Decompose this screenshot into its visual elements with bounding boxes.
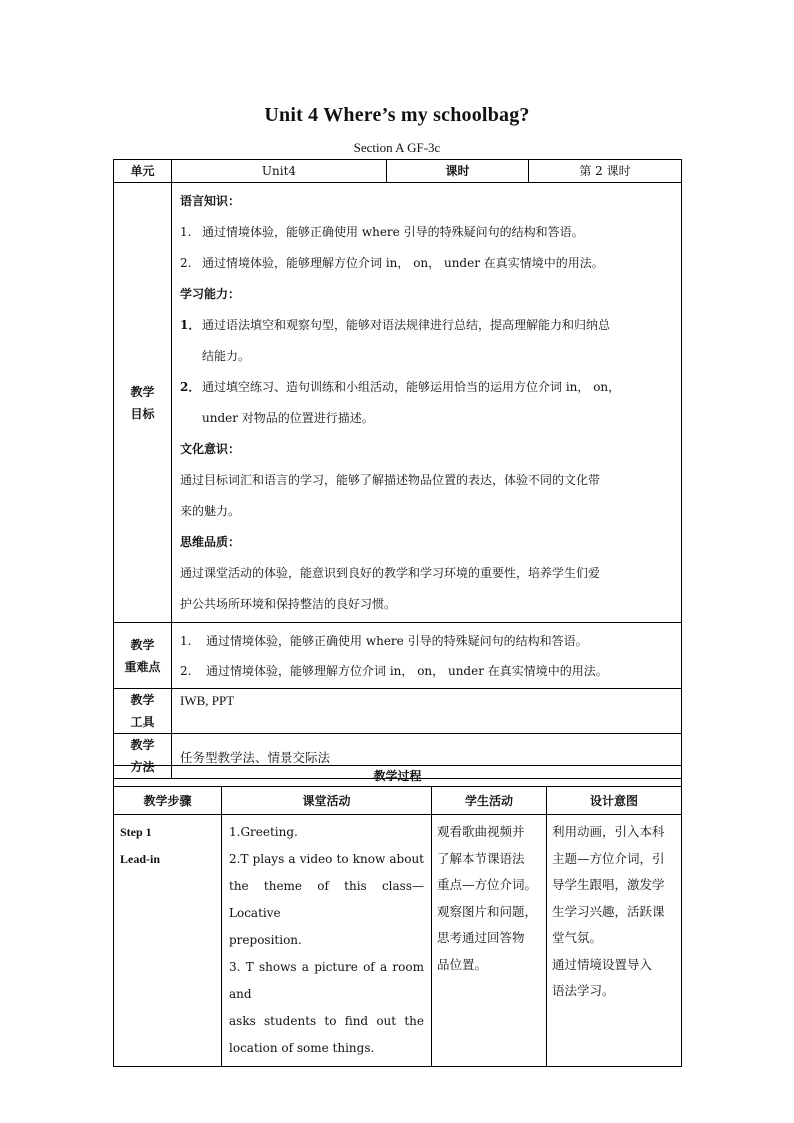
process-step-row xyxy=(114,815,682,1067)
design-intent xyxy=(547,815,682,1067)
student-line: 了解本节课语法 xyxy=(437,850,525,866)
student-line: 观察图片和问题， xyxy=(437,903,538,919)
ability-item-continued xyxy=(180,403,675,434)
cultural-awareness-heading: 文化意识： xyxy=(180,442,241,456)
item-text: 结能力。 xyxy=(202,349,251,363)
key-points-content xyxy=(172,623,682,689)
item-number: 2. xyxy=(180,256,192,270)
lesson-info-table xyxy=(113,159,682,779)
key-points-label-line2: 重难点 xyxy=(124,659,161,674)
culture-text-line: 来的魅力。 xyxy=(180,504,241,518)
activity-line: asks students to find out the xyxy=(229,1014,424,1028)
tools-value: IWB, PPT xyxy=(172,689,682,734)
language-knowledge-heading: 语言知识： xyxy=(180,194,241,208)
thinking-text-line: 通过课堂活动的体验，能意识到良好的教学和学习环境的重要性，培养学生们爱 xyxy=(180,566,601,580)
ability-item-continued xyxy=(180,341,675,372)
objectives-label-line1: 教学 xyxy=(130,384,155,399)
item-number: 1． xyxy=(180,318,201,332)
activity-line: preposition. xyxy=(229,933,302,947)
item-text: under 对物品的位置进行描述。 xyxy=(202,411,374,425)
column-header-student: 学生活动 xyxy=(432,787,547,815)
objectives-label xyxy=(114,183,172,623)
item-text: 通过情境体验，能够理解方位介词 in， on， under 在真实情境中的用法。 xyxy=(202,256,604,270)
design-line: 导学生跟唱，激发学 xyxy=(552,877,665,892)
activity-line: location of some things. xyxy=(229,1041,375,1055)
design-line: 堂气氛。 xyxy=(552,930,603,945)
item-number: 1. xyxy=(180,634,192,648)
unit-value: Unit4 xyxy=(172,160,387,183)
objectives-row xyxy=(114,183,682,623)
period-value: 第 2 课时 xyxy=(529,160,682,183)
language-item xyxy=(180,248,675,279)
tools-label xyxy=(114,689,172,734)
item-number: 2. xyxy=(180,664,192,678)
page-subtitle: Section A GF-3c xyxy=(353,140,441,155)
step-name xyxy=(114,815,222,1067)
process-header-row xyxy=(114,787,682,815)
column-header-design: 设计意图 xyxy=(547,787,682,815)
item-text: 通过情境体验，能够正确使用 where 引导的特殊疑问句的结构和答语。 xyxy=(202,225,584,239)
column-header-step: 教学步骤 xyxy=(114,787,222,815)
student-line: 观看歌曲视频并 xyxy=(437,824,525,839)
step-title: Lead-in xyxy=(120,852,161,866)
key-points-label xyxy=(114,623,172,689)
column-header-activity: 课堂活动 xyxy=(222,787,432,815)
item-text: 通过语法填空和观察句型，能够对语法规律进行总结，提高理解能力和归纳总 xyxy=(202,318,611,332)
tools-label-line1: 教学 xyxy=(130,693,155,707)
thinking-text-line: 护公共场所环境和保持整洁的良好习惯。 xyxy=(180,597,397,611)
page-title: Unit 4 Where’s my schoolbag? xyxy=(264,104,530,126)
classroom-activity xyxy=(222,815,432,1067)
key-points-label-line1: 教学 xyxy=(130,637,155,652)
student-line: 思考通过回答物 xyxy=(437,930,525,945)
design-line: 利用动画，引入本科 xyxy=(552,824,665,839)
key-points-row xyxy=(114,623,682,689)
thinking-quality-heading: 思维品质： xyxy=(180,535,241,549)
item-text: 通过情境体验，能够正确使用 where 引导的特殊疑问句的结构和答语。 xyxy=(206,634,588,648)
activity-line: 1.Greeting. xyxy=(229,825,298,839)
design-line: 通过情境设置导入 xyxy=(552,956,653,972)
item-number: 1. xyxy=(180,225,192,239)
methods-value: 任务型教学法、情景交际法 xyxy=(172,734,682,779)
ability-item xyxy=(180,310,675,341)
methods-label-line1: 教学 xyxy=(130,738,155,752)
activity-line: 3. T shows a picture of a room and xyxy=(229,960,424,1001)
unit-label: 单元 xyxy=(114,160,172,183)
design-line: 主题—方位介词，引 xyxy=(552,850,665,866)
student-activity xyxy=(432,815,547,1067)
ability-item xyxy=(180,372,675,403)
process-title: 教学过程 xyxy=(114,766,682,787)
item-text: 通过填空练习、造句训练和小组活动，能够运用恰当的运用方位介词 in， on， xyxy=(202,380,621,394)
language-item xyxy=(180,217,675,248)
tools-row xyxy=(114,689,682,734)
culture-text-line: 通过目标词汇和语言的学习，能够了解描述物品位置的表达，体验不同的文化带 xyxy=(180,473,601,487)
design-line: 语法学习。 xyxy=(552,983,615,998)
step-number: Step 1 xyxy=(120,825,152,839)
item-number: 2． xyxy=(180,380,201,394)
student-line: 品位置。 xyxy=(437,956,488,972)
learning-ability-heading: 学习能力： xyxy=(180,287,241,301)
key-point-item xyxy=(180,656,675,686)
student-line: 重点—方位介词。 xyxy=(437,877,538,892)
tools-label-line2: 工具 xyxy=(130,715,155,729)
objectives-label-line2: 目标 xyxy=(130,406,155,421)
item-text: 通过情境体验，能够理解方位介词 in， on， under 在真实情境中的用法。 xyxy=(206,664,608,678)
methods-label-line2: 方法 xyxy=(130,760,155,774)
design-line: 生学习兴趣，活跃课 xyxy=(552,903,665,919)
activity-line: 2.T plays a video to know about xyxy=(229,852,424,866)
activity-line: the theme of this class—Locative xyxy=(229,879,424,920)
process-title-row xyxy=(114,766,682,787)
objectives-content xyxy=(172,183,682,623)
info-row xyxy=(114,160,682,183)
key-point-item xyxy=(180,626,675,656)
teaching-process-table xyxy=(113,765,682,1067)
period-label: 课时 xyxy=(387,160,529,183)
